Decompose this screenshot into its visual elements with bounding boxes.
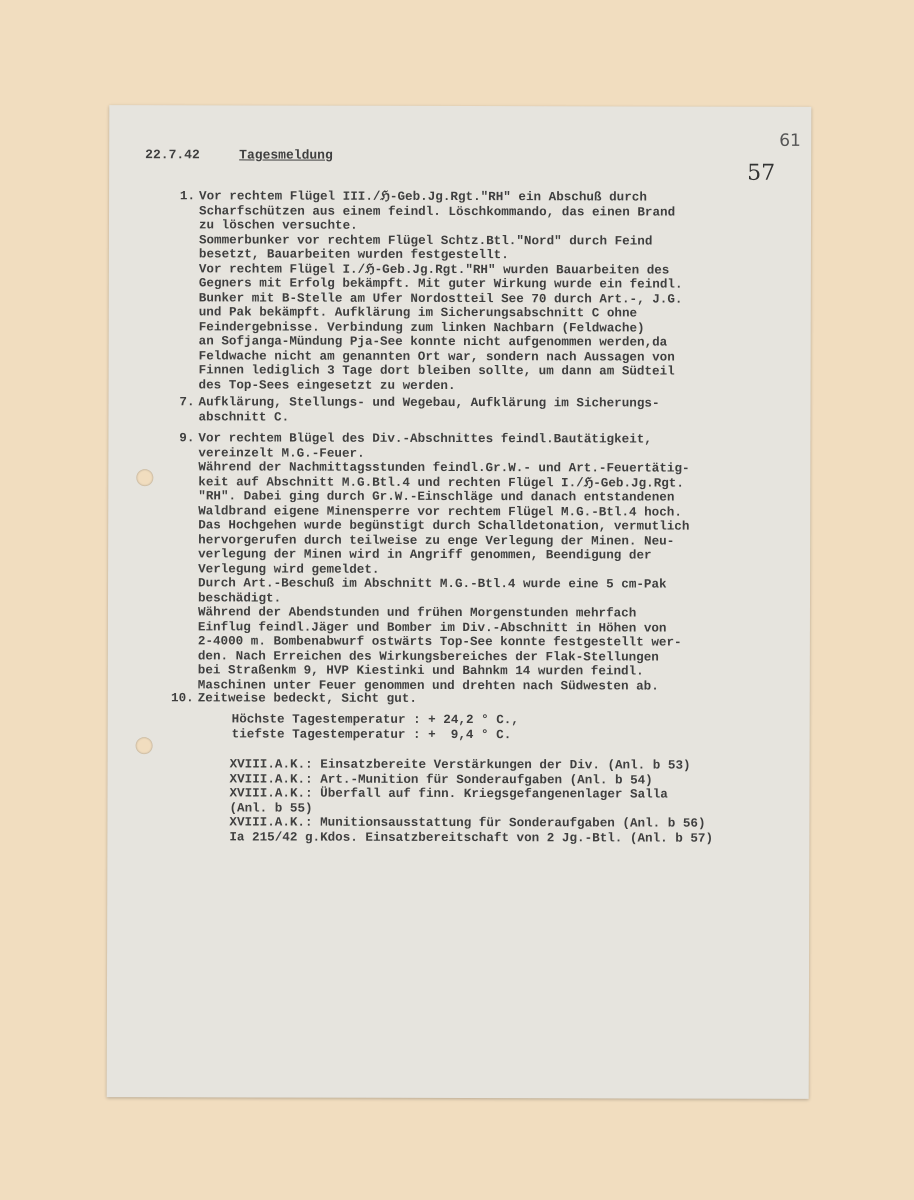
report-title: Tagesmeldung — [239, 147, 333, 163]
item-line: Finnen lediglich 3 Tage dort bleiben sollte, um dann am Südteil — [198, 363, 675, 379]
item-number: 10. — [171, 691, 194, 706]
report-item-7 — [179, 395, 660, 425]
report-item-10 — [171, 691, 417, 706]
item-line: Durch Art.-Beschuß im Abschnitt M.G.-Btl.4 wurde eine 5 cm-Pak — [198, 576, 667, 592]
document-page — [107, 105, 812, 1099]
item-line: Vor rechtem Flügel III./ℌ-Geb.Jg.Rgt."RH" ein Abschuß durch — [199, 189, 647, 205]
reference-line: XVIII.A.K.: Einsatzbereite Verstärkungen der Div. (Anl. b 53) — [229, 757, 691, 773]
item-line: Einflug feindl.Jäger und Bomber im Div.-Abschnitt in Höhen von — [197, 619, 667, 636]
item-line: "RH". Dabei ging durch Gr.W.-Einschläge und danach entstandenen — [198, 489, 675, 505]
item-line: Scharfschützen aus einem feindl. Löschkommando, das einen Brand — [199, 203, 676, 220]
item-line: des Top-Sees eingesetzt zu werden. — [198, 377, 456, 393]
attachment-references — [229, 757, 713, 845]
item-line: 2-4000 m. Bombenabwurf ostwärts Top-See konnte festgestellt wer- — [197, 634, 682, 650]
item-number: 9. — [179, 431, 195, 446]
stamped-page-number: 57 — [747, 160, 776, 186]
item-line: Zeitweise bedeckt, Sicht gut. — [197, 691, 417, 706]
item-line: Vor rechtem Blügel des Div.-Abschnittes feindl.Bautätigkeit, — [198, 431, 652, 447]
item-line: Während der Nachmittagsstunden feindl.Gr.W.- und Art.-Feuertätig- — [198, 460, 690, 476]
punch-hole-bottom — [136, 737, 153, 754]
max-temperature: Höchste Tagestemperatur : + 24,2 ° C., — [231, 712, 519, 728]
item-line: Feldwache nicht am genannten Ort war, sondern nach Aussagen von — [198, 348, 675, 365]
item-number: 1. — [179, 189, 196, 204]
punch-hole-top — [136, 469, 153, 486]
item-line: Verlegung wird gemeldet. — [198, 561, 380, 577]
item-line: abschnitt C. — [198, 409, 290, 425]
item-line: bei Straßenkm 9, HVP Kiestinki und Bahnkm 14 wurden feindl. — [197, 663, 644, 679]
item-line: hervorgerufen durch teilweise zu enge Verlegung der Minen. Neu- — [198, 532, 675, 549]
item-line: Sommerbunker vor rechtem Flügel Schtz.Btl."Nord" durch Feind — [198, 232, 653, 249]
report-item-1 — [179, 189, 683, 393]
item-line: Das Hochgehen wurde begünstigt durch Schalldetonation, vermutlich — [198, 518, 690, 534]
item-number: 7. — [179, 395, 195, 410]
reference-line: (Anl. b 55) — [229, 800, 313, 816]
item-line: beschädigt. — [197, 590, 282, 606]
item-line: den. Nach Erreichen des Wirkungsbereiches der Flak-Stellungen — [197, 648, 659, 665]
item-line: Feindergebnisse. Verbindung zum linken Nachbarn (Feldwache) — [198, 319, 645, 335]
item-line: Waldbrand eigene Minensperre vor rechtem Flügel M.G.-Btl.4 hoch. — [198, 503, 682, 520]
item-line: zu löschen versuchte. — [198, 218, 358, 233]
temperature-block — [232, 712, 519, 743]
reference-line: XVIII.A.K.: Art.-Munition für Sonderaufgaben (Anl. b 54) — [229, 771, 653, 788]
report-item-9 — [179, 431, 690, 694]
item-line: an Sofjanga-Mündung Pja-See konnte nicht aufgenommen werden,da — [198, 334, 668, 350]
reference-line: XVIII.A.K.: Munitionsausstattung für Sonderaufgaben (Anl. b 56) — [229, 815, 706, 831]
item-line: und Pak bekämpft. Aufklärung im Sicherungsabschnitt C ohne — [198, 305, 638, 321]
item-line: keit auf Abschnitt M.G.Btl.4 und rechten Flügel I./ℌ-Geb.Jg.Rgt. — [198, 474, 684, 491]
item-line: besetzt, Bauarbeiten wurden festgestellt. — [198, 247, 509, 263]
pencil-page-number: 61 — [779, 130, 801, 151]
item-line: Bunker mit B-Stelle am Ufer Nordostteil See 70 durch Art.-, J.G. — [198, 290, 683, 307]
reference-line: Ia 215/42 g.Kdos. Einsatzbereitschaft von 2 Jg.-Btl. (Anl. b 57) — [229, 829, 714, 846]
item-line: Aufklärung, Stellungs- und Wegebau, Aufklärung im Sicherungs- — [198, 395, 660, 411]
item-line: Maschinen unter Feuer genommen und drehten nach Südwesten ab. — [197, 677, 659, 694]
item-line: Vor rechtem Flügel I./ℌ-Geb.Jg.Rgt."RH" wurden Bauarbeiten des — [198, 261, 670, 278]
item-line: Während der Abendstunden und frühen Morgenstunden mehrfach — [197, 605, 637, 621]
reference-line: XVIII.A.K.: Überfall auf finn. Kriegsgefangenenlager Salla — [229, 786, 668, 802]
report-date: 22.7.42 — [145, 147, 200, 163]
min-temperature: tiefste Tagestemperatur : + 9,4 ° C. — [231, 727, 512, 743]
item-line: verlegung der Minen wird in Angriff genommen, Beendigung der — [198, 547, 652, 563]
item-line: vereinzelt M.G.-Feuer. — [198, 445, 365, 461]
item-line: Gegners mit Erfolg bekämpft. Mit guter Wirkung wurde ein feindl. — [198, 276, 683, 292]
